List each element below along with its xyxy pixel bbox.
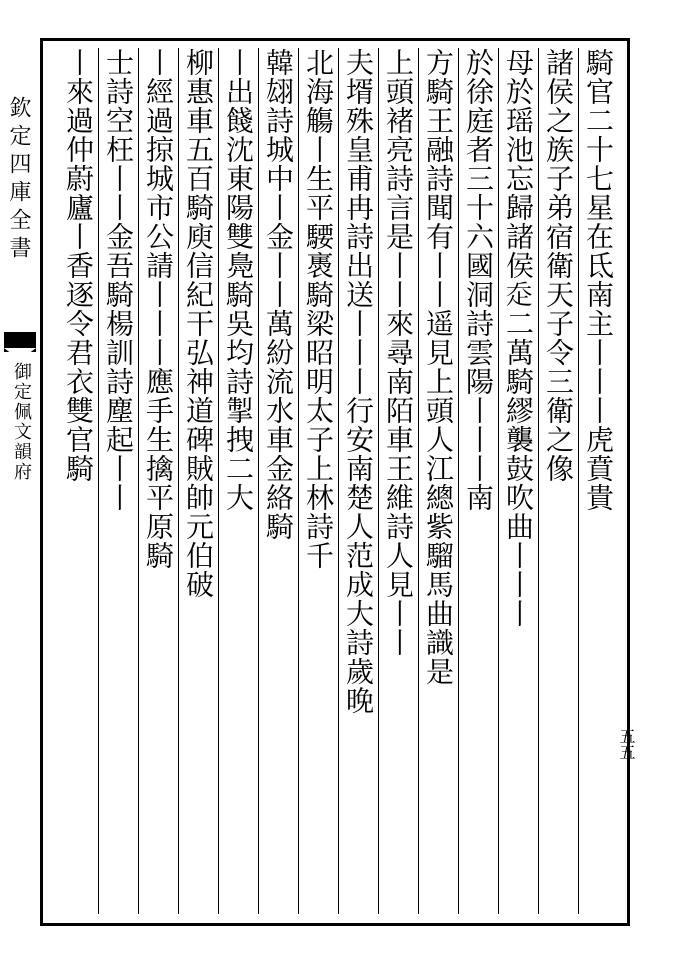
text-column: 丨出餞沈東陽雙鳧騎吳均詩掣拽二大 — [218, 48, 258, 914]
text-column: 北海觴丨生平騕褭騎梁昭明太子上林詩千 — [298, 48, 338, 914]
text-column: 丨經過掠城市公請丨丨丨應手生擒平原騎 — [138, 48, 178, 914]
fish-tail-notch — [4, 348, 36, 360]
volume-title: 御定佩文韻府 — [11, 362, 32, 482]
text-column: 士詩空枉丨丨金吾騎楊訓詩塵起丨丨 — [98, 48, 138, 914]
book-title: 欽定四庫全書 — [6, 96, 31, 264]
page-number: 五五 — [617, 728, 636, 760]
text-column: 諸侯之族子弟宿衛天子令三衛之像 — [538, 48, 578, 914]
text-column: 夫壻殊皇甫冉詩出送丨丨丨行安南楚人范成大詩歲晚 — [338, 48, 378, 914]
text-column: 柳惠車五百騎庾信紀干弘神道碑賊帥元伯破 — [178, 48, 218, 914]
text-column: 方騎王融詩聞有丨丨遥見上頭人江總紫騮馬曲識是 — [418, 48, 458, 914]
text-column: 韓翃詩城中丨金丨丨萬紛流水車金絡騎 — [258, 48, 298, 914]
margin-column — [0, 44, 40, 920]
text-columns — [52, 48, 618, 914]
text-column: 於徐庭者三十六國洞詩雲陽丨丨丨南 — [458, 48, 498, 914]
text-column: 丨來過仲蔚廬丨香逐令君衣雙官騎 — [62, 48, 95, 483]
text-column: 上頭褚亮詩言是丨丨來尋南陌車王維詩人見丨丨 — [378, 48, 418, 914]
text-column: 母於瑶池忘歸諸侯𧺆二萬騎繆襲鼓吹曲丨丨丨 — [498, 48, 538, 914]
text-column: 騎官二十七星在氐南主丨丨丨虎賁貴 — [578, 48, 618, 914]
